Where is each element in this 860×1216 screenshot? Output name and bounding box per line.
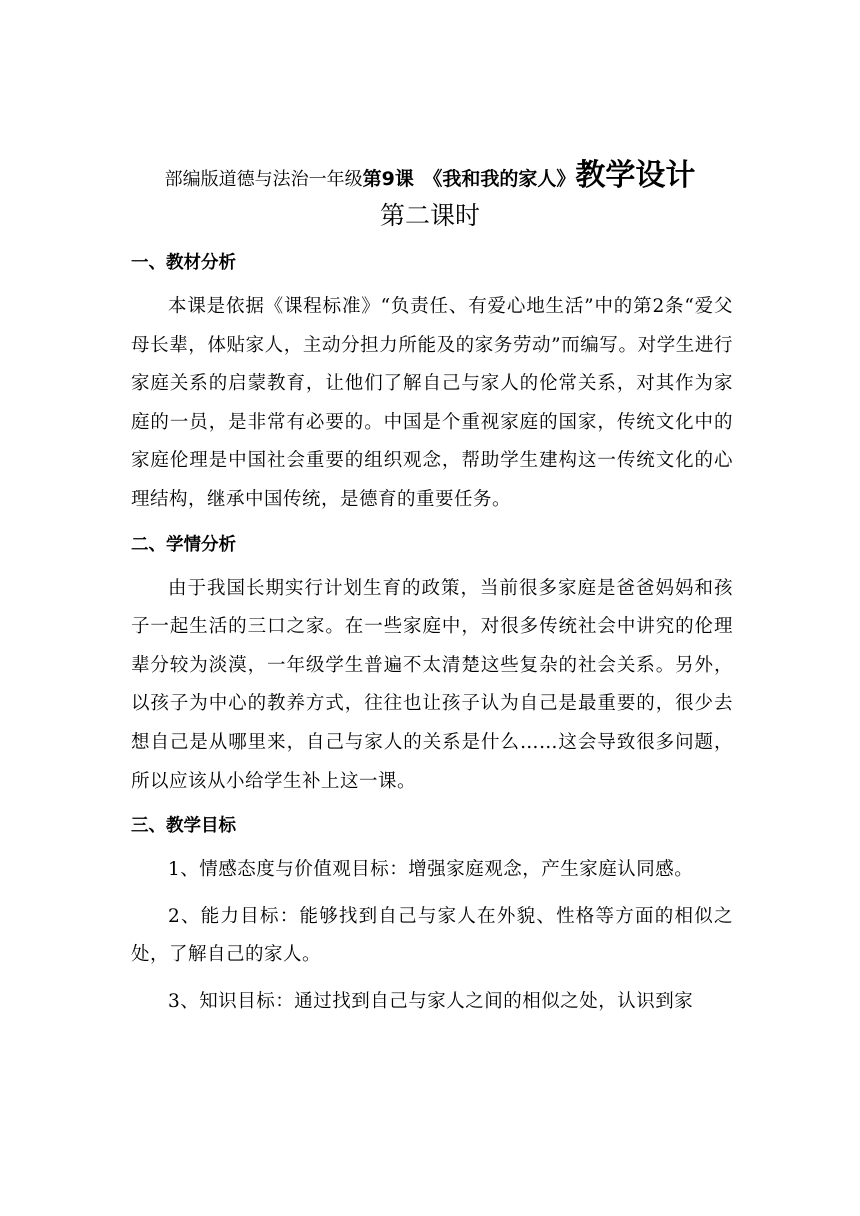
section-heading-student-analysis: 二、学情分析 [131, 534, 236, 555]
document-body [131, 243, 733, 1030]
goal-item-ability: 2、能力目标：能够找到自己与家人在外貌、性格等方面的相似之处，了解自己的家人。 [131, 905, 733, 966]
title-prefix: 部编版道德与法治一年级 [164, 169, 363, 190]
goal-item-knowledge: 3、知识目标：通过找到自己与家人之间的相似之处，认识到家 [168, 990, 694, 1012]
goal-item-emotion: 1、情感态度与价值观目标：增强家庭观念，产生家庭认同感。 [168, 859, 694, 881]
paragraph-textbook-analysis: 本课是依据《课程标准》“负责任、有爱心地生活”中的第2条“爱父母长辈，体贴家人，主动分担力所能及的家务劳动”而编写。对学生进行家庭关系的启蒙教育，让他们了解自己与家人的伦常关系，对其作为家庭的一员，是非常有必要的。中国是个重视家庭的国家，传统文化中的家庭伦理是中国社会重要的组织观念，帮助学生建构这一传统文化的心理结构，继承中国传统，是德育的重要任务。 [131, 296, 733, 510]
document-title [0, 150, 860, 194]
section-heading-textbook-analysis: 一、教材分析 [131, 253, 236, 273]
title-lesson: 第9课 《我和我的家人》 [362, 168, 576, 190]
title-suffix: 教学设计 [575, 158, 696, 193]
paragraph-student-analysis: 由于我国长期实行计划生育的政策，当前很多家庭是爸爸妈妈和孩子一起生活的三口之家。在一些家庭中，对很多传统社会中讲究的伦理辈分较为淡漠，一年级学生普遍不太清楚这些复杂的社会关系。另外，以孩子为中心的教养方式，往往也让孩子认为自己是最重要的，很少去想自己是从哪里来，自己与家人的关系是什么……这会导致很多问题，所以应该从小给学生补上这一课。 [131, 577, 733, 792]
section-heading-teaching-goals: 三、教学目标 [131, 816, 236, 837]
document-subtitle: 第二课时 [379, 201, 480, 230]
